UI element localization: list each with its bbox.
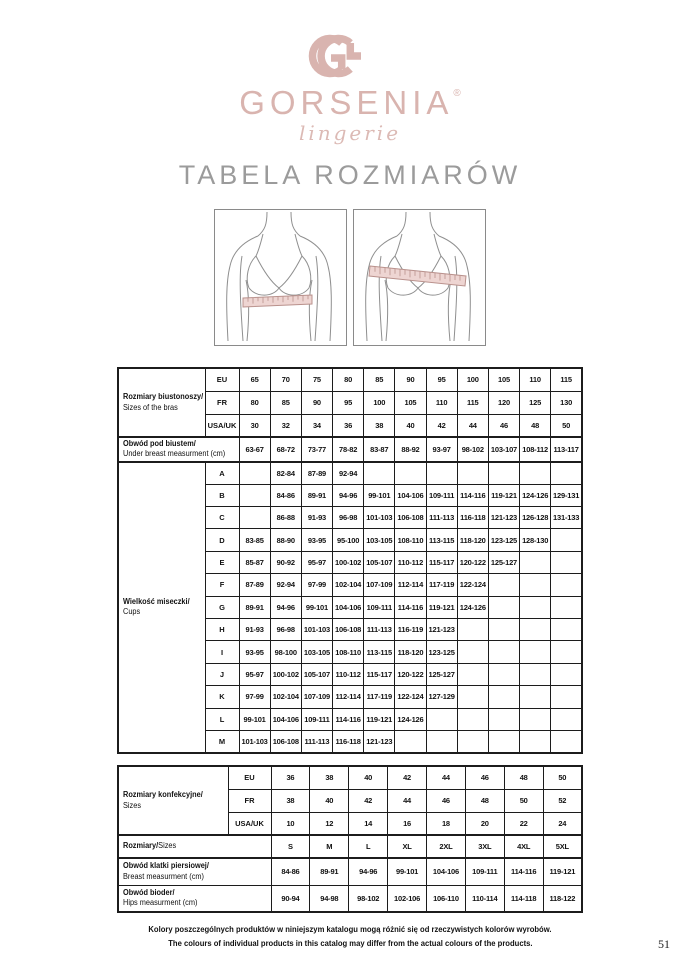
row-label-en: Sizes of the bras [123,402,178,412]
cup-range-cell: 85-87 [239,551,270,573]
cup-range-cell [239,507,270,529]
bra-size-cell: 105 [395,391,426,414]
cup-range-cell: 108-110 [333,641,364,663]
cup-range-cell: 92-94 [333,462,364,484]
bra-sizes-label [118,368,205,437]
cup-range-cell [488,708,519,730]
row-label-pl: Obwód klatki piersiowej/ [123,861,209,871]
breast-measurement-range-cell: 99-101 [388,858,427,885]
cup-range-cell: 101-103 [364,507,395,529]
cup-range-cell: 105-107 [364,551,395,573]
letter-size-cell: S [271,835,310,858]
cup-letter-cell: D [205,529,239,551]
cup-range-cell: 115-117 [426,551,457,573]
hips-measurement-range-cell: 110-114 [465,885,504,912]
cup-range-cell [551,619,582,641]
underbust-range-cell: 113-117 [551,437,582,462]
cup-range-cell [551,686,582,708]
cup-range-cell: 123-125 [488,529,519,551]
bra-size-cell: 85 [364,368,395,391]
footer-note [0,921,700,949]
clothing-size-cell: 44 [427,766,466,789]
cup-range-cell: 96-98 [333,507,364,529]
hips-measurement-range-cell: 90-94 [271,885,310,912]
cup-range-cell: 110-112 [333,663,364,685]
cup-range-cell: 95-100 [333,529,364,551]
cup-letter-cell: K [205,686,239,708]
row-label-pl: Rozmiary konfekcyjne/ [123,790,203,800]
underbust-range-cell: 88-92 [395,437,426,462]
cup-letter-cell: I [205,641,239,663]
size-system-label: USA/UK [228,812,271,835]
cup-range-cell: 86-88 [270,507,301,529]
row-label-pl: Rozmiary/ [123,841,159,851]
cup-range-cell: 116-118 [457,507,488,529]
bra-size-cell: 44 [457,414,488,437]
size-system-label: FR [205,391,239,414]
cup-range-cell: 118-120 [395,641,426,663]
clothing-size-cell: 42 [349,789,388,812]
row-label-pl: Obwód pod biustem/ [123,439,196,448]
breast-measurement-label [118,858,271,885]
bra-size-cell: 65 [239,368,270,391]
row-label-pl: Rozmiary biustonoszy/ [123,392,204,402]
cup-range-cell: 107-109 [364,574,395,596]
bra-size-cell: 100 [364,391,395,414]
cup-range-cell [520,619,551,641]
cup-range-cell: 100-102 [333,551,364,573]
clothing-size-table [117,765,583,913]
cup-range-cell: 104-106 [395,484,426,506]
clothing-size-cell: 20 [465,812,504,835]
cup-range-cell [457,686,488,708]
underbust-range-cell: 108-112 [520,437,551,462]
cup-range-cell: 106-108 [270,730,301,752]
clothing-size-cell: 10 [271,812,310,835]
bra-size-cell: 105 [488,368,519,391]
cup-range-cell: 117-119 [364,686,395,708]
cup-range-cell [488,462,519,484]
clothing-sizes-label [118,766,228,835]
cup-range-cell [457,641,488,663]
clothing-size-cell: 50 [543,766,582,789]
cup-range-cell [488,730,519,752]
cup-range-cell: 102-104 [270,686,301,708]
clothing-size-cell: 40 [310,789,349,812]
underbust-range-cell: 83-87 [364,437,395,462]
cup-range-cell: 120-122 [395,663,426,685]
breast-measurement-range-cell: 104-106 [427,858,466,885]
row-label-en: Sizes [123,800,141,810]
hips-measurement-range-cell: 102-106 [388,885,427,912]
cup-letter-cell: A [205,462,239,484]
clothing-size-cell: 50 [504,789,543,812]
cup-range-cell: 99-101 [301,596,332,618]
cup-range-cell: 105-107 [301,663,332,685]
cup-range-cell: 109-111 [301,708,332,730]
cup-range-cell [551,529,582,551]
underbust-range-cell: 98-102 [457,437,488,462]
bra-size-cell: 90 [301,391,332,414]
cup-range-cell [551,663,582,685]
cup-range-cell [520,708,551,730]
cup-range-cell: 106-108 [333,619,364,641]
bra-size-cell: 80 [239,391,270,414]
cup-range-cell [488,686,519,708]
underbust-range-cell: 68-72 [270,437,301,462]
row-label-en: Hips measurment (cm) [123,898,198,908]
letter-size-cell: 3XL [465,835,504,858]
cup-range-cell [520,730,551,752]
cup-range-cell: 101-103 [301,619,332,641]
cup-range-cell [488,663,519,685]
cup-range-cell: 120-122 [457,551,488,573]
size-system-label: FR [228,789,271,812]
underbust-figure-illustration [215,210,344,343]
row-label-en: Breast measurment (cm) [123,871,204,881]
bra-size-cell: 48 [520,414,551,437]
cup-range-cell: 97-99 [301,574,332,596]
cup-range-cell: 97-99 [239,686,270,708]
letter-size-cell: XL [388,835,427,858]
cup-range-cell [520,462,551,484]
cup-range-cell: 116-119 [395,619,426,641]
cup-letter-cell: J [205,663,239,685]
cup-range-cell: 125-127 [426,663,457,685]
clothing-size-cell: 46 [427,789,466,812]
letter-size-cell: M [310,835,349,858]
cup-letter-cell: B [205,484,239,506]
cup-range-cell: 92-94 [270,574,301,596]
registered-trademark-symbol: ® [453,88,461,99]
bra-size-cell: 34 [301,414,332,437]
cup-range-cell: 91-93 [301,507,332,529]
cup-range-cell: 100-102 [270,663,301,685]
cup-range-cell: 101-103 [239,730,270,752]
cup-range-cell: 116-118 [333,730,364,752]
cup-range-cell: 90-92 [270,551,301,573]
bra-size-cell: 36 [333,414,364,437]
bra-size-cell: 125 [520,391,551,414]
clothing-size-cell: 46 [465,766,504,789]
brand-name-text: GORSENIA [239,84,454,121]
underbust-range-cell: 73-77 [301,437,332,462]
cup-range-cell: 99-101 [239,708,270,730]
cup-range-cell: 106-108 [395,507,426,529]
bra-size-cell: 80 [333,368,364,391]
hips-measurement-range-cell: 94-98 [310,885,349,912]
cup-range-cell [488,596,519,618]
cup-range-cell: 119-121 [488,484,519,506]
cup-range-cell [551,462,582,484]
bra-size-cell: 70 [270,368,301,391]
bra-size-cell: 115 [551,368,582,391]
breast-measurement-range-cell: 109-111 [465,858,504,885]
size-system-label: EU [228,766,271,789]
clothing-size-cell: 24 [543,812,582,835]
cup-range-cell: 98-100 [270,641,301,663]
cup-letter-cell: F [205,574,239,596]
cup-range-cell [395,730,426,752]
page-title: TABELA ROZMIARÓW [178,160,522,190]
cup-range-cell [520,574,551,596]
underbust-range-cell: 78-82 [333,437,364,462]
clothing-size-cell: 12 [310,812,349,835]
cup-range-cell [457,730,488,752]
cup-letter-cell: H [205,619,239,641]
cup-range-cell: 127-129 [426,686,457,708]
cup-range-cell: 131-133 [551,507,582,529]
row-label-en: Under breast measurment (cm) [123,449,226,459]
cup-range-cell [551,574,582,596]
cup-range-cell: 126-128 [520,507,551,529]
clothing-size-cell: 38 [310,766,349,789]
clothing-size-cell: 14 [349,812,388,835]
bra-size-cell: 90 [395,368,426,391]
breast-measurement-range-cell: 94-96 [349,858,388,885]
cup-range-cell: 122-124 [395,686,426,708]
bra-size-cell: 110 [426,391,457,414]
underbust-label [118,437,239,462]
clothing-size-cell: 18 [427,812,466,835]
cup-range-cell [551,730,582,752]
clothing-size-cell: 48 [504,766,543,789]
cup-range-cell [457,708,488,730]
row-label-text [123,841,176,851]
cup-range-cell [426,708,457,730]
hips-measurement-range-cell: 118-122 [543,885,582,912]
bra-size-cell: 100 [457,368,488,391]
cup-range-cell: 82-84 [270,462,301,484]
cup-range-cell: 122-124 [457,574,488,596]
row-label-en: Sizes [158,841,177,851]
cup-range-cell: 114-116 [333,708,364,730]
cup-range-cell: 112-114 [333,686,364,708]
cup-range-cell: 84-86 [270,484,301,506]
cup-range-cell [520,663,551,685]
cup-range-cell [457,663,488,685]
cup-range-cell [364,462,395,484]
size-system-label: USA/UK [205,414,239,437]
cup-range-cell: 102-104 [333,574,364,596]
cup-range-cell [551,641,582,663]
clothing-size-cell: 22 [504,812,543,835]
cup-range-cell: 121-123 [488,507,519,529]
bra-size-cell: 75 [301,368,332,391]
footer-note-en: The colours of individual products in this catalog may differ from the actual colours of the products. [167,938,533,948]
cup-range-cell [395,462,426,484]
cup-range-cell: 99-101 [364,484,395,506]
cup-range-cell: 111-113 [301,730,332,752]
clothing-size-cell: 48 [465,789,504,812]
cup-letter-cell: E [205,551,239,573]
overbust-figure-illustration [354,210,483,343]
cup-range-cell: 87-89 [239,574,270,596]
cup-range-cell: 104-106 [333,596,364,618]
footer-note-pl: Kolory poszczególnych produktów w niniejszym katalogu mogą różnić się od rzeczywistych kolorów wyrobów. [148,924,552,934]
cup-range-cell: 128-130 [520,529,551,551]
cup-range-cell [488,574,519,596]
cup-range-cell: 94-96 [270,596,301,618]
cup-range-cell [457,462,488,484]
bra-size-cell: 40 [395,414,426,437]
cup-range-cell: 119-121 [364,708,395,730]
cup-range-cell: 93-95 [239,641,270,663]
underbust-range-cell: 93-97 [426,437,457,462]
cup-range-cell: 123-125 [426,641,457,663]
cup-range-cell: 111-113 [364,619,395,641]
cup-range-cell: 83-85 [239,529,270,551]
bra-size-cell: 120 [488,391,519,414]
underbust-range-cell: 63-67 [239,437,270,462]
cup-range-cell: 104-106 [270,708,301,730]
clothing-size-cell: 40 [349,766,388,789]
bra-size-cell: 110 [520,368,551,391]
clothing-size-cell: 36 [271,766,310,789]
cup-range-cell: 88-90 [270,529,301,551]
cup-range-cell: 89-91 [301,484,332,506]
cup-range-cell: 109-111 [426,484,457,506]
cup-range-cell: 112-114 [395,574,426,596]
cup-range-cell: 114-116 [457,484,488,506]
letter-size-cell: 4XL [504,835,543,858]
bra-size-cell: 42 [426,414,457,437]
letter-size-cell: L [349,835,388,858]
cup-letter-cell: M [205,730,239,752]
bra-size-cell: 50 [551,414,582,437]
cup-range-cell: 89-91 [239,596,270,618]
letter-sizes-label [118,835,271,858]
cup-letter-cell: C [205,507,239,529]
bra-size-cell: 38 [364,414,395,437]
bra-size-cell: 95 [333,391,364,414]
size-system-label: EU [205,368,239,391]
cup-range-cell [551,708,582,730]
cup-range-cell: 111-113 [426,507,457,529]
brand-name [0,86,700,121]
bra-size-cell: 115 [457,391,488,414]
cup-range-cell [520,641,551,663]
cup-range-cell: 124-126 [520,484,551,506]
cup-range-cell: 91-93 [239,619,270,641]
overbust-measurement-diagram [353,209,486,346]
bra-size-cell: 30 [239,414,270,437]
breast-measurement-range-cell: 119-121 [543,858,582,885]
clothing-size-cell: 42 [388,766,427,789]
cup-range-cell [488,641,519,663]
cup-range-cell: 109-111 [364,596,395,618]
measurement-diagrams [0,209,700,346]
letter-size-cell: 2XL [427,835,466,858]
brand-tagline: lingerie [298,120,402,145]
cup-range-cell: 113-115 [426,529,457,551]
cup-range-cell [239,484,270,506]
cup-range-cell [520,551,551,573]
underbust-range-cell: 103-107 [488,437,519,462]
gorsenia-monogram-icon [304,30,396,84]
clothing-size-cell: 52 [543,789,582,812]
bra-size-cell: 85 [270,391,301,414]
cup-range-cell: 107-109 [301,686,332,708]
cup-range-cell [457,619,488,641]
cup-range-cell: 119-121 [426,596,457,618]
hips-measurement-range-cell: 114-118 [504,885,543,912]
cup-range-cell: 110-112 [395,551,426,573]
row-label-en: Cups [123,607,141,617]
cup-range-cell: 124-126 [457,596,488,618]
cup-letter-cell: L [205,708,239,730]
bra-size-cell: 130 [551,391,582,414]
breast-measurement-range-cell: 114-116 [504,858,543,885]
cup-range-cell [239,462,270,484]
cups-label [118,462,205,753]
cup-range-cell: 121-123 [426,619,457,641]
letter-size-cell: 5XL [543,835,582,858]
row-label-pl: Wielkość miseczki/ [123,596,190,606]
bra-size-cell: 46 [488,414,519,437]
cup-range-cell: 95-97 [239,663,270,685]
cup-range-cell: 93-95 [301,529,332,551]
brand-logo [0,30,700,145]
cup-range-cell: 118-120 [457,529,488,551]
cup-range-cell [551,551,582,573]
clothing-size-cell: 16 [388,812,427,835]
cup-range-cell: 94-96 [333,484,364,506]
bra-size-cell: 32 [270,414,301,437]
cup-range-cell [488,619,519,641]
row-label-pl: Obwód bioder/ [123,887,175,897]
cup-range-cell: 103-105 [301,641,332,663]
cup-range-cell: 95-97 [301,551,332,573]
cup-letter-cell: G [205,596,239,618]
bra-size-table [117,367,583,754]
cup-range-cell: 96-98 [270,619,301,641]
cup-range-cell: 117-119 [426,574,457,596]
cup-range-cell: 114-116 [395,596,426,618]
hips-measurement-range-cell: 106-110 [427,885,466,912]
hips-measurement-range-cell: 98-102 [349,885,388,912]
cup-range-cell: 121-123 [364,730,395,752]
cup-range-cell: 124-126 [395,708,426,730]
cup-range-cell: 103-105 [364,529,395,551]
bra-size-cell: 95 [426,368,457,391]
cup-range-cell [520,686,551,708]
clothing-size-cell: 44 [388,789,427,812]
cup-range-cell: 125-127 [488,551,519,573]
clothing-size-cell: 38 [271,789,310,812]
cup-range-cell: 129-131 [551,484,582,506]
cup-range-cell [520,596,551,618]
cup-range-cell: 108-110 [395,529,426,551]
cup-range-cell [551,596,582,618]
breast-measurement-range-cell: 89-91 [310,858,349,885]
cup-range-cell [426,730,457,752]
cup-range-cell: 87-89 [301,462,332,484]
underbust-measurement-diagram [214,209,347,346]
cup-range-cell: 113-115 [364,641,395,663]
cup-range-cell: 115-117 [364,663,395,685]
cup-range-cell [426,462,457,484]
breast-measurement-range-cell: 84-86 [271,858,310,885]
page-number: 51 [658,937,670,951]
hips-measurement-label [118,885,271,912]
